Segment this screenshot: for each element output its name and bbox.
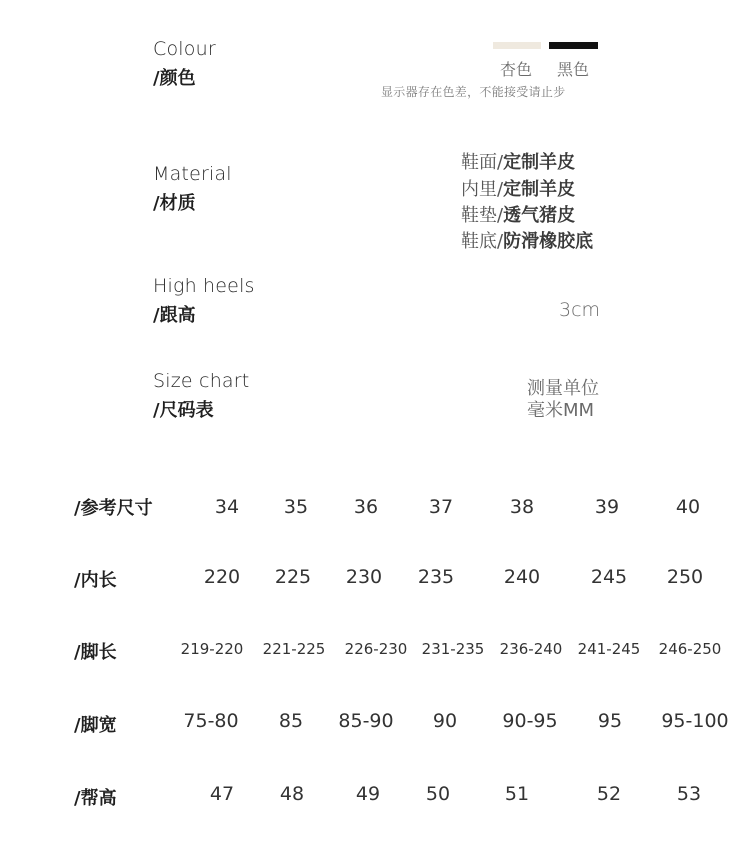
- table-row-label: /脚宽: [74, 715, 117, 736]
- material-line-prefix: 鞋底/: [461, 231, 504, 252]
- apricot-swatch-label: 杏色: [500, 60, 533, 79]
- material-label-en: Material: [153, 163, 232, 185]
- table-cell: 53: [676, 783, 702, 805]
- table-cell: 51: [504, 783, 530, 805]
- table-row-label: /参考尺寸: [74, 498, 153, 519]
- material-line-prefix: 鞋垫/: [461, 205, 504, 226]
- table-row-label: /内长: [74, 570, 117, 591]
- black-swatch-label: 黑色: [557, 60, 590, 79]
- table-cell: 35: [283, 496, 309, 518]
- material-line-value: 定制羊皮: [503, 152, 576, 173]
- table-cell: 220: [203, 566, 241, 588]
- table-cell: 47: [209, 783, 235, 805]
- material-line-upper: [461, 148, 575, 174]
- heel-height-value: 3cm: [559, 299, 601, 321]
- table-cell: 50: [425, 783, 451, 805]
- table-cell: 219-220: [180, 640, 244, 658]
- table-cell: 240: [503, 566, 541, 588]
- table-cell: 90-95: [502, 710, 558, 732]
- table-cell: 75-80: [183, 710, 239, 732]
- table-cell: 85-90: [338, 710, 394, 732]
- table-cell: 52: [596, 783, 622, 805]
- table-cell: 235: [417, 566, 455, 588]
- table-cell: 250: [666, 566, 704, 588]
- colour-label-cn: /颜色: [153, 68, 196, 89]
- material-line-prefix: 鞋面/: [461, 152, 504, 173]
- table-cell: 85: [278, 710, 304, 732]
- material-label-cn: /材质: [153, 193, 196, 214]
- material-line-prefix: 内里/: [461, 179, 504, 200]
- material-line-sole: [461, 227, 593, 253]
- table-row-label: /脚长: [74, 642, 117, 663]
- table-cell: 90: [432, 710, 458, 732]
- table-cell: 231-235: [421, 640, 485, 658]
- table-cell: 245: [590, 566, 628, 588]
- material-line-insole: [461, 201, 575, 227]
- table-cell: 36: [353, 496, 379, 518]
- table-cell: 241-245: [577, 640, 641, 658]
- material-line-value: 定制羊皮: [503, 179, 576, 200]
- material-line-value: 防滑橡胶底: [503, 231, 594, 252]
- heels-label-en: High heels: [153, 275, 255, 297]
- table-cell: 225: [274, 566, 312, 588]
- table-cell: 48: [279, 783, 305, 805]
- heels-label-cn: /跟高: [153, 305, 196, 326]
- colour-label-en: Colour: [153, 38, 216, 60]
- table-cell: 221-225: [262, 640, 326, 658]
- material-line-value: 透气猪皮: [503, 205, 576, 226]
- table-cell: 40: [675, 496, 701, 518]
- size-chart-label-en: Size chart: [153, 370, 250, 392]
- table-cell: 34: [214, 496, 240, 518]
- table-cell: 38: [509, 496, 535, 518]
- table-cell: 49: [355, 783, 381, 805]
- table-cell: 236-240: [499, 640, 563, 658]
- color-difference-note: 显示器存在色差，不能接受请止步: [381, 85, 566, 99]
- size-chart-label-cn: /尺码表: [153, 400, 214, 421]
- material-line-lining: [461, 175, 575, 201]
- apricot-swatch[interactable]: [493, 42, 541, 49]
- unit-line-1: 测量单位: [527, 378, 599, 399]
- table-cell: 95: [597, 710, 623, 732]
- black-swatch[interactable]: [549, 42, 598, 49]
- table-cell: 39: [594, 496, 620, 518]
- unit-line-2: 毫米MM: [527, 400, 595, 421]
- table-cell: 246-250: [658, 640, 722, 658]
- table-row-label: /帮高: [74, 788, 117, 809]
- table-cell: 230: [345, 566, 383, 588]
- table-cell: 95-100: [661, 710, 729, 732]
- table-cell: 226-230: [344, 640, 408, 658]
- table-cell: 37: [428, 496, 454, 518]
